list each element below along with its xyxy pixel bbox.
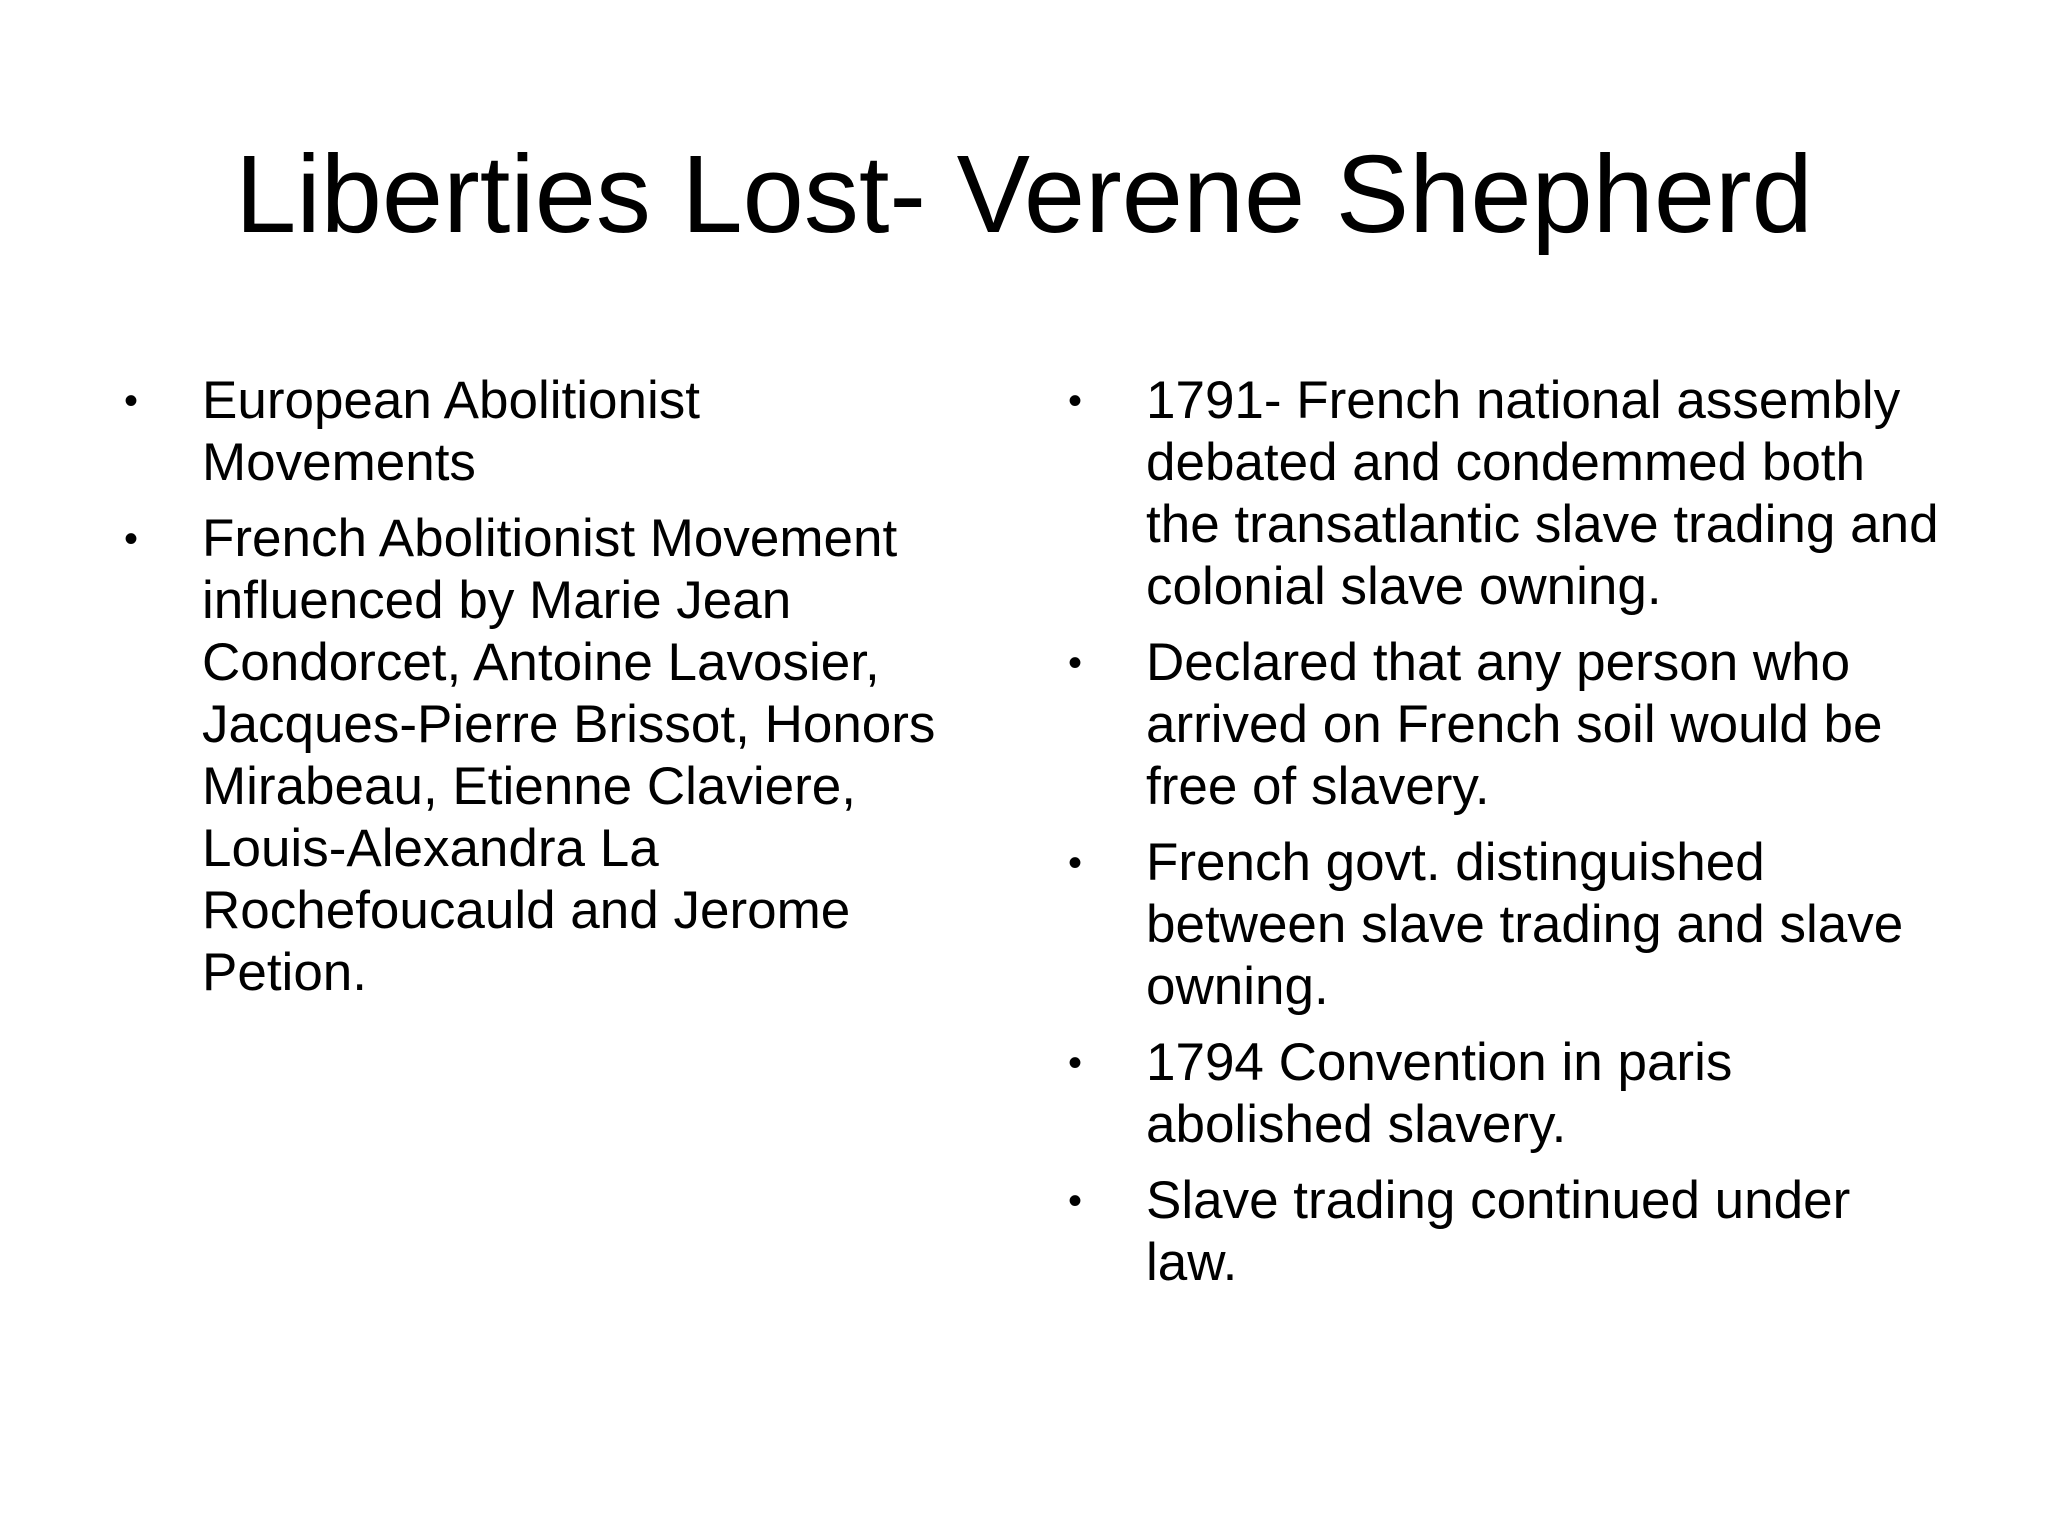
bullet-icon: • [124,517,139,561]
bullet-icon: • [1068,1041,1083,1085]
bullet-item [1068,370,1948,618]
bullet-icon: • [1068,841,1083,885]
bullet-text: Declared that any person who arrived on French soil would be free of slavery. [1146,633,1883,816]
bullet-item [1068,1032,1948,1156]
bullet-text: Slave trading continued under law. [1146,1171,1851,1292]
bullet-icon: • [1068,379,1083,423]
bullet-text: European Abolitionist Movements [202,371,700,492]
bullet-text: 1791- French national assembly debated and condemmed both the transatlantic slave trading and colonial slave owning. [1146,371,1939,616]
bullet-icon: • [1068,1179,1083,1223]
bullet-text: French govt. distinguished between slave trading and slave owning. [1146,833,1904,1016]
bullet-item [1068,632,1948,818]
bullet-text: 1794 Convention in paris abolished slavery. [1146,1033,1733,1154]
bullet-item [1068,832,1948,1018]
slide-title: Liberties Lost- Verene Shepherd [235,133,1813,256]
bullet-item [1068,1170,1948,1294]
bullet-icon: • [124,379,139,423]
left-bullet-list [124,370,984,1018]
right-bullet-list [1068,370,1948,1308]
bullet-icon: • [1068,641,1083,685]
bullet-item [124,508,984,1004]
bullet-item [124,370,984,494]
bullet-text: French Abolitionist Movement influenced by Marie Jean Condorcet, Antoine Lavosier, Jacques-Pierre Brissot, Honors Mirabeau, Etienne Claviere, Louis-Alexandra La Rochefoucauld and Jerome Petion. [202,509,936,1002]
